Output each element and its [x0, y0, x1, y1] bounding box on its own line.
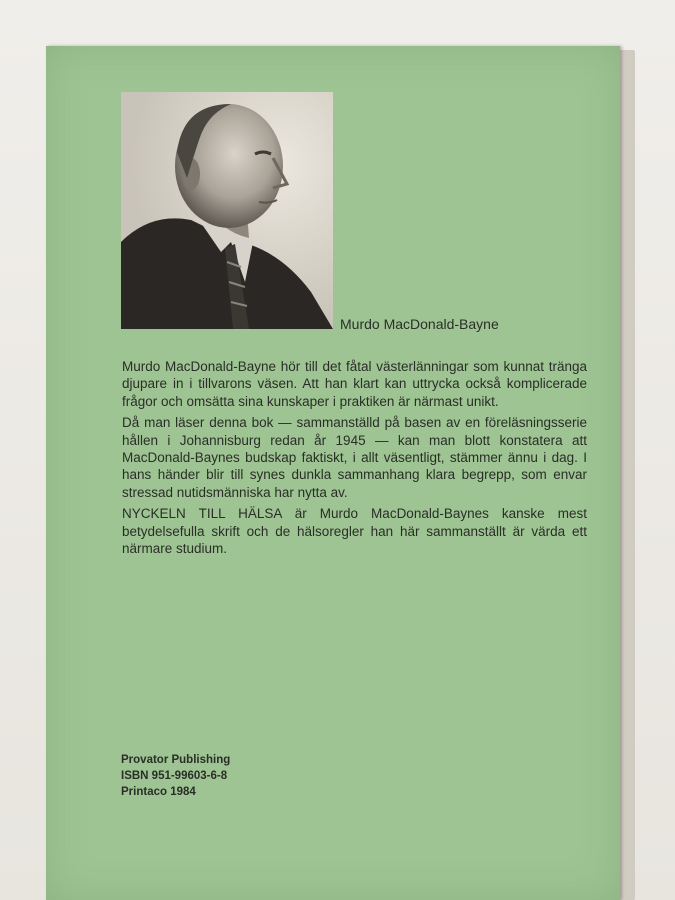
- blurb-paragraph: Då man läser denna bok — sammanställd på basen av en föreläsningsserie hållen i Johannisburg redan år 1945 — kan man blott konstatera att MacDonald-Baynes budskap faktiskt, i allt väsentligt, stämmer ännu i dag. I hans händer blir till synes dunkla sammanhang klara begrepp, som envar stressad nutidsmänniska har nytta av.: [122, 415, 587, 500]
- author-portrait: [121, 92, 333, 329]
- author-caption: Murdo MacDonald-Bayne: [340, 316, 499, 332]
- blurb-text: [122, 358, 587, 561]
- isbn-number: ISBN 951-99603-6-8: [121, 770, 228, 782]
- printer-info: Printaco 1984: [121, 786, 196, 798]
- publisher-info: [121, 752, 230, 800]
- blurb-paragraph: NYCKELN TILL HÄLSA är Murdo MacDonald-Baynes kanske mest betydelsefulla skrift och de hälsoregler han här sammanställt är värda ett närmare studium.: [122, 506, 587, 557]
- publisher-name: Provator Publishing: [121, 754, 231, 766]
- blurb-paragraph: Murdo MacDonald-Bayne hör till det fåtal västerlänningar som kunnat tränga djupare in i tillvarons väsen. Att han klart kan uttrycka också komplicerade frågor och omsätta sina kunskaper i praktiken är närmast unikt.: [122, 359, 587, 409]
- book-back-cover: [46, 46, 620, 900]
